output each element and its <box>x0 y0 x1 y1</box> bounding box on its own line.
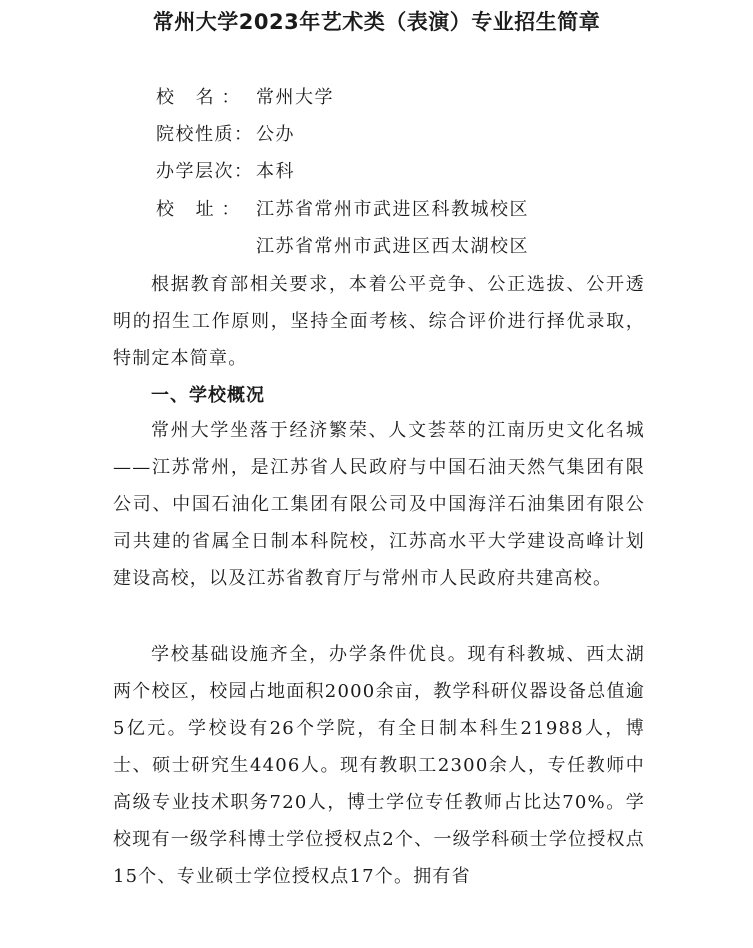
education-level-value: 本科 <box>256 161 295 182</box>
school-address-label: 校 址： <box>156 199 241 220</box>
school-overview-paragraph-1: 常州大学坐落于经济繁荣、人文荟萃的江南历史文化名城——江苏常州，是江苏省人民政府与中国石油天然气集团有限公司、中国石油化工集团有限公司及中国海洋石油集团有限公司共建的省属全日制本科院校，江苏高水平大学建设高峰计划建设高校，以及江苏省教育厅与常州市人民政府共建高校。 <box>113 420 645 589</box>
school-overview-paragraph-2: 学校基础设施齐全，办学条件优良。现有科教城、西太湖两个校区，校园占地面积2000余亩，教学科研仪器设备总值逾5亿元。学校设有26个学院，有全日制本科生21988人，博士、硕士研究生4406人。现有教职工2300余人，专任教师中高级专业技术职务720人，博士学位专任教师占比达70%。学校现有一级学科博士学位授权点2个、一级学科硕士学位授权点15个、专业硕士学位授权点17个。拥有省 <box>113 644 645 887</box>
school-address-value-2: 江苏省常州市武进区西太湖校区 <box>256 236 529 257</box>
school-nature-label: 院校性质： <box>156 124 254 145</box>
school-name-label: 校 名： <box>156 87 241 108</box>
info-row-school <box>156 84 676 112</box>
school-name-value: 常州大学 <box>256 87 334 108</box>
school-nature-value: 公办 <box>256 124 295 145</box>
document-title: 常州大学2023年艺术类（表演）专业招生简章 <box>152 10 601 34</box>
school-address-value-1: 江苏省常州市武进区科教城校区 <box>256 199 529 220</box>
info-row-nature <box>156 121 676 149</box>
info-row-level <box>156 158 676 186</box>
info-row-address-2 <box>256 233 753 261</box>
section-heading-school-overview: 一、学校概况 <box>151 385 265 406</box>
info-row-address <box>156 196 676 224</box>
intro-paragraph: 根据教育部相关要求，本着公平竞争、公正选拔、公开透明的招生工作原则，坚持全面考核、综合评价进行择优录取，特制定本简章。 <box>113 274 645 369</box>
education-level-label: 办学层次： <box>156 161 254 182</box>
